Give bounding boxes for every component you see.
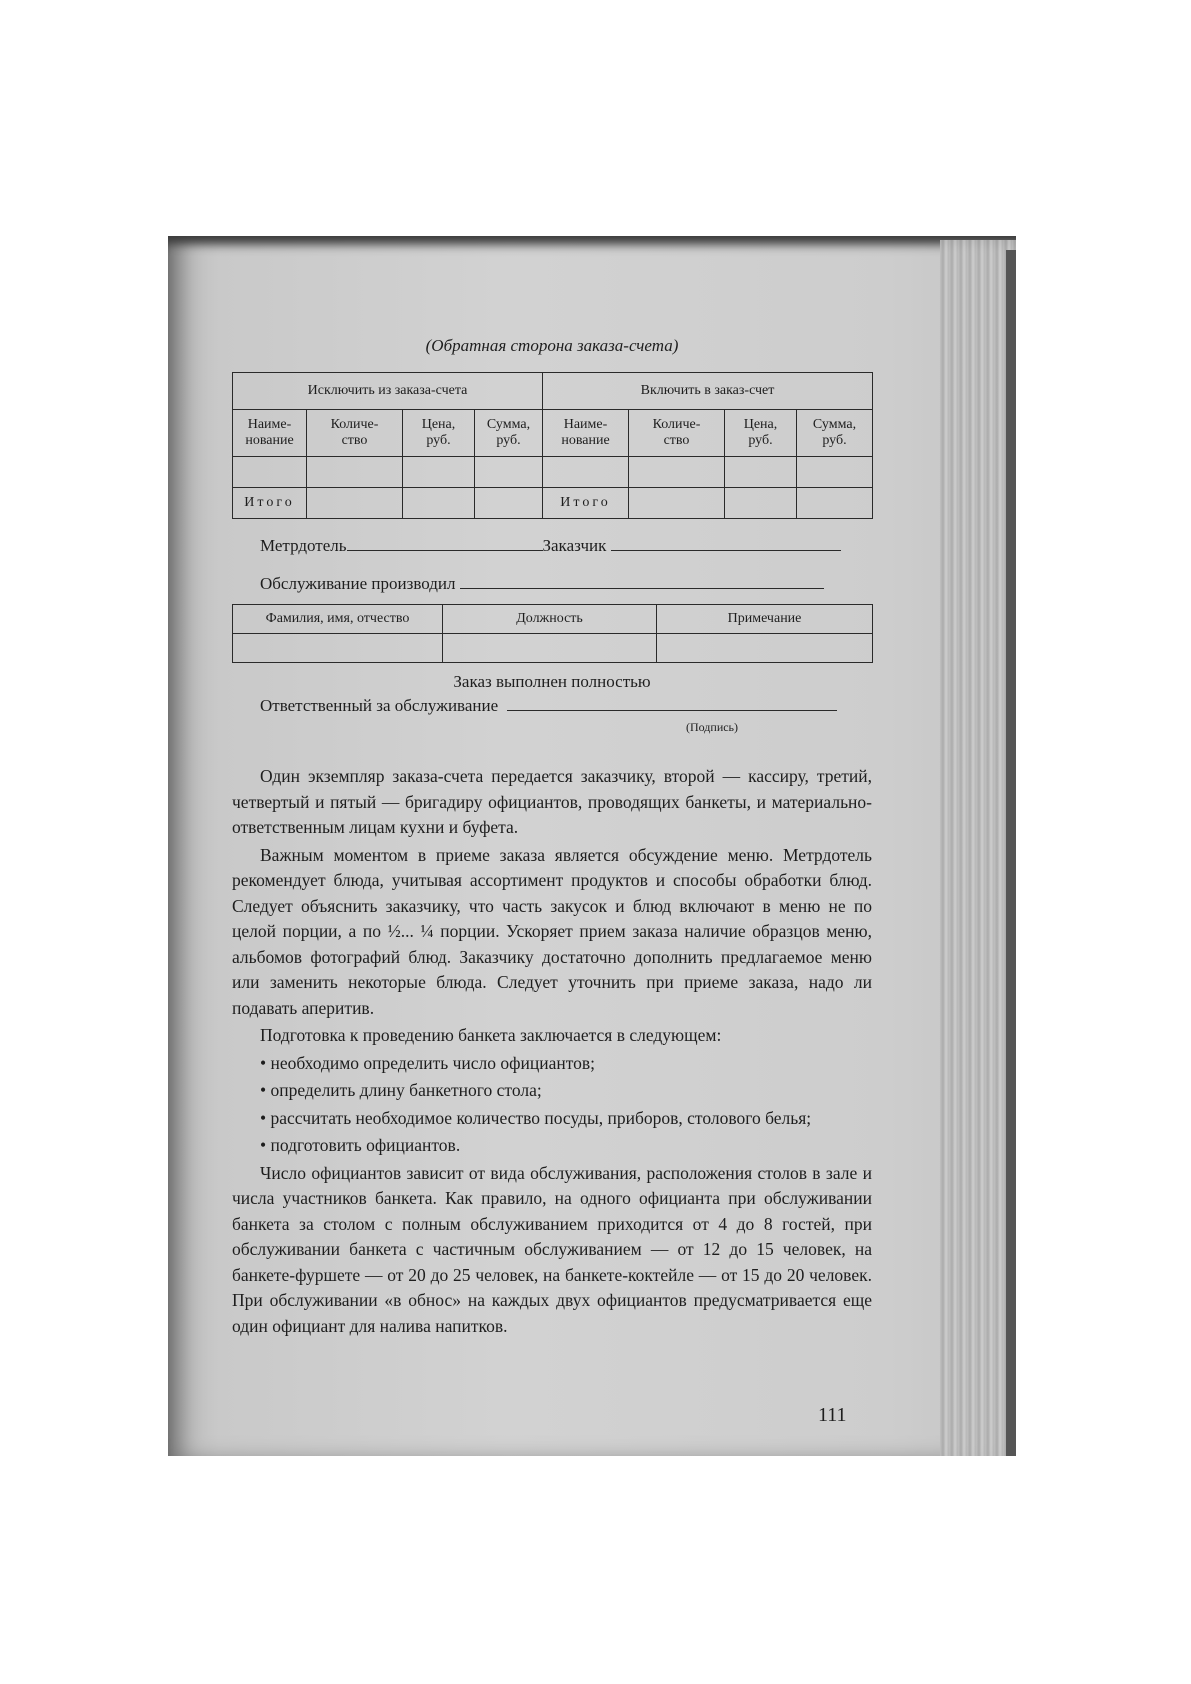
col-position-header: Должность	[443, 605, 657, 634]
maitre-signature-line	[347, 536, 543, 551]
blank-cell	[443, 634, 657, 663]
blank-cell	[233, 634, 443, 663]
customer-signature-line	[611, 536, 841, 551]
responsible-row	[260, 696, 837, 716]
customer-label: Заказчик	[542, 536, 607, 555]
blank-cell	[307, 457, 403, 488]
responsible-signature-line	[507, 696, 837, 711]
paragraph: Один экземпляр заказа-счета передается заказчику, второй — кассиру, третий, четвертый и пятый — бригадиру официантов, проводящих банкеты, и материально-ответственным лицам кухни и буфета.	[232, 766, 872, 837]
signature-hint: (Подпись)	[685, 720, 739, 734]
col-name-header: Наиме- нование	[543, 410, 629, 457]
paragraph: Число официантов зависит от вида обслуживания, расположения столов в зале и числа участников банкета. Как правило, на одного официанта при обслуживании банкета за столом с полным обслуживанием приходится от 4 до 8 гостей, при обслуживании банкета с частичным обслуживанием — от 12 до 15 человек, на банкете-фуршете — от 20 до 25 человек, на банкете-коктейле — от 15 до 20 человек. При обслуживании «в обнос» на каждых двух официантов предусматривается еще один официант для налива напитков.	[232, 1162, 872, 1336]
page-number: 111	[818, 1404, 847, 1426]
table-row	[233, 457, 873, 488]
staff-table	[232, 604, 873, 663]
col-note-header: Примечание	[657, 605, 873, 634]
signature-row-2	[260, 574, 824, 594]
served-by-line	[460, 574, 824, 589]
body-text	[232, 764, 872, 1341]
served-by-label: Обслуживание производил	[260, 574, 456, 593]
col-sum-header: Сумма, руб.	[797, 410, 873, 457]
total-row	[233, 488, 873, 519]
list-item: • определить длину банкетного стола;	[260, 1080, 542, 1100]
total-label: Итого	[233, 488, 307, 519]
page-edge	[940, 240, 1016, 1456]
blank-cell	[629, 457, 725, 488]
col-name-header: Наиме- нование	[233, 410, 307, 457]
blank-cell	[475, 457, 543, 488]
blank-cell	[725, 457, 797, 488]
blank-cell	[629, 488, 725, 519]
blank-cell	[403, 457, 475, 488]
blank-cell	[307, 488, 403, 519]
page-edge-shadow	[1006, 250, 1016, 1456]
blank-cell	[475, 488, 543, 519]
col-qty-header: Количе- ство	[307, 410, 403, 457]
blank-cell	[543, 457, 629, 488]
blank-cell	[797, 457, 873, 488]
include-group-header: Включить в заказ-счет	[543, 373, 873, 410]
blank-cell	[725, 488, 797, 519]
form-caption: (Обратная сторона заказа-счета)	[425, 336, 679, 355]
paragraph: Важным моментом в приеме заказа является обсуждение меню. Метрдотель рекомендует блюда, учитывая ассортимент продуктов и способы обработки блюд. Следует объяснить заказчику, что часть закусок и блюд включают в меню не по целой порции, а по ½... ¼ порции. Ускоряет прием заказа наличие образцов меню, альбомов фотографий блюд. Заказчику достаточно дополнить предлагаемое меню или заменить некоторые блюда. Следует уточнить при приеме заказа, надо ли подавать аперитив.	[232, 844, 872, 1018]
col-price-header: Цена, руб.	[725, 410, 797, 457]
col-qty-header: Количе- ство	[629, 410, 725, 457]
blank-cell	[797, 488, 873, 519]
col-fio-header: Фамилия, имя, отчество	[233, 605, 443, 634]
maitre-label: Метрдотель	[260, 536, 347, 555]
blank-cell	[657, 634, 873, 663]
col-sum-header: Сумма, руб.	[475, 410, 543, 457]
list-item: • рассчитать необходимое количество посуды, приборов, столового белья;	[260, 1107, 812, 1128]
exclude-group-header: Исключить из заказа-счета	[233, 373, 543, 410]
signature-row-1	[260, 536, 841, 556]
list-item: • необходимо определить число официантов;	[260, 1052, 595, 1073]
total-label: Итого	[543, 488, 629, 519]
order-back-table	[232, 372, 873, 519]
list-item: • подготовить официантов.	[260, 1135, 461, 1155]
paragraph: Подготовка к проведению банкета заключается в следующем:	[260, 1025, 722, 1045]
table-row	[233, 634, 873, 663]
blank-cell	[403, 488, 475, 519]
order-done-text: Заказ выполнен полностью	[453, 672, 651, 691]
responsible-label: Ответственный за обслуживание	[260, 696, 499, 715]
col-price-header: Цена, руб.	[403, 410, 475, 457]
blank-cell	[233, 457, 307, 488]
